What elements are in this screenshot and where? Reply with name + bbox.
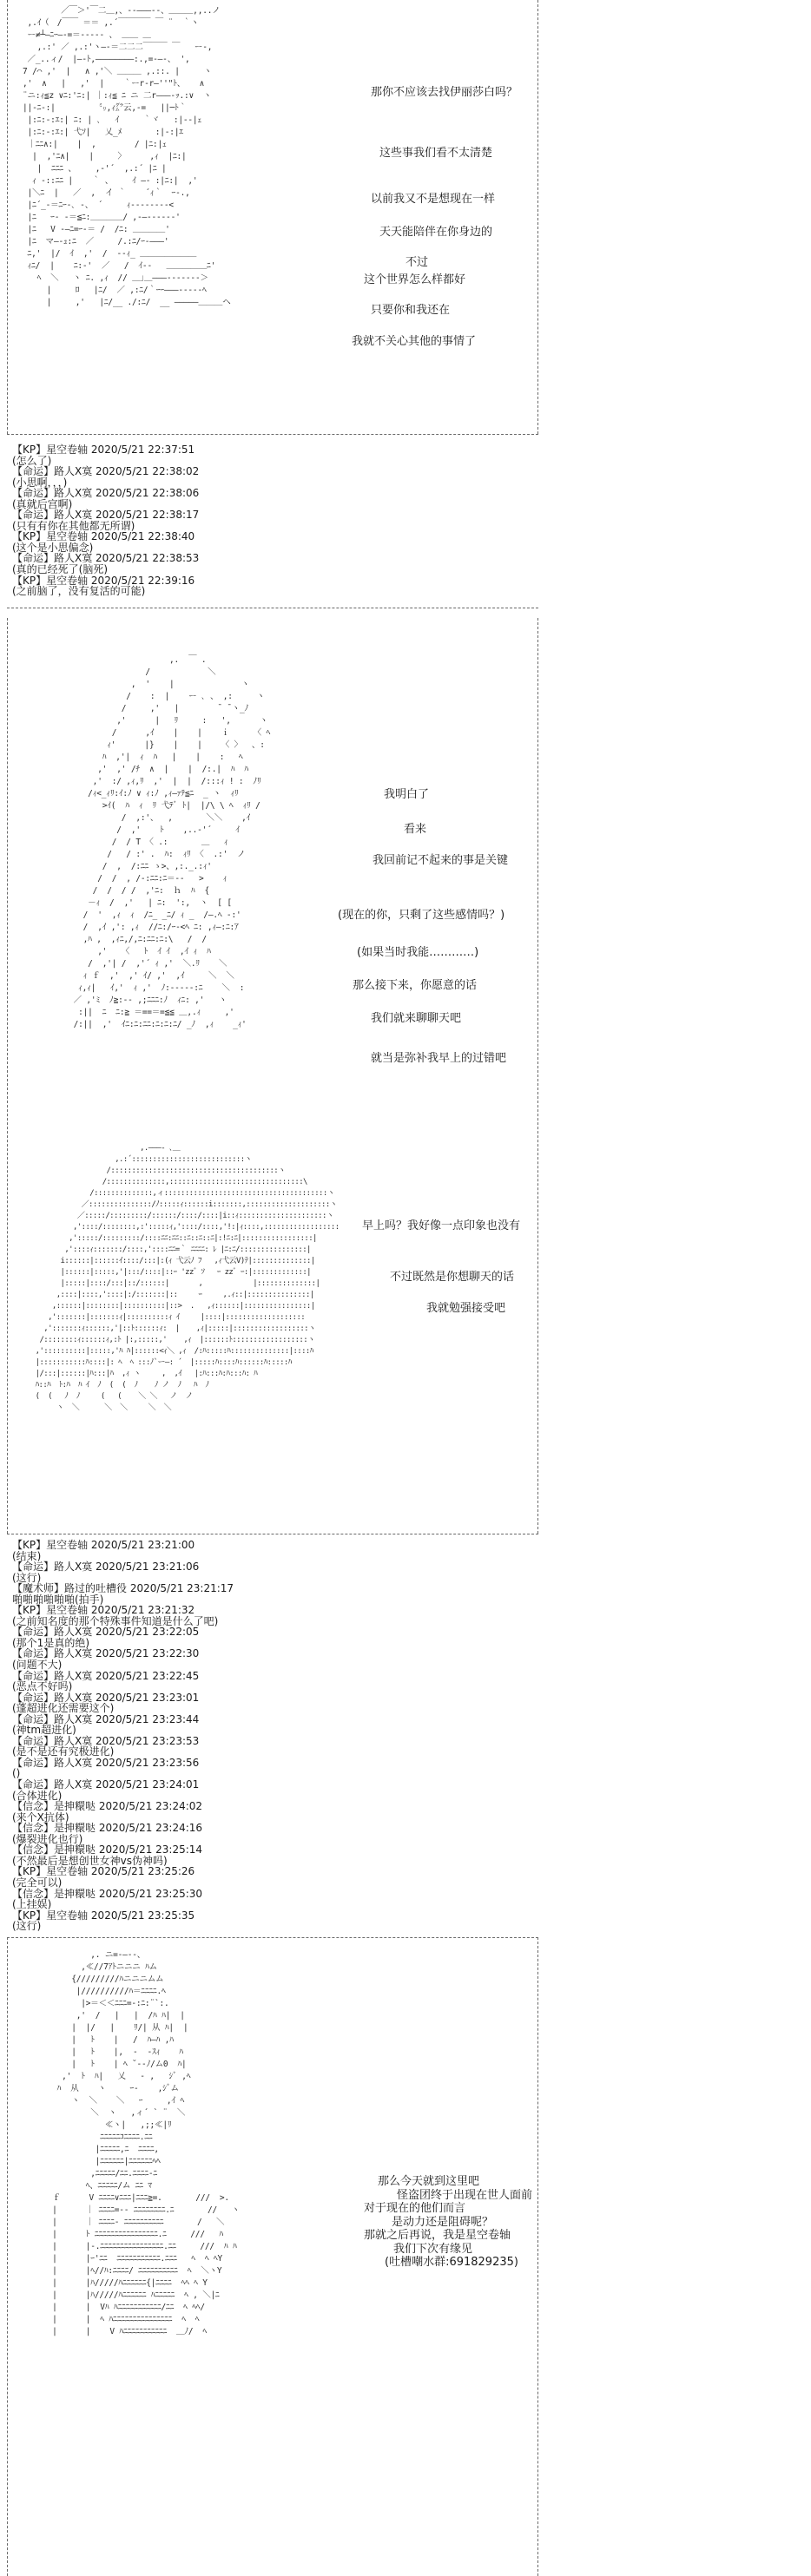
panel-3	[7, 1937, 538, 2576]
log-line: (来个X抗体)	[12, 1810, 69, 1824]
log-line: (怎么了)	[12, 454, 52, 467]
log-line: (小思啊，，，)	[12, 476, 68, 489]
log-line: 【命运】路人X寞 2020/5/21 23:24:01	[12, 1778, 200, 1791]
log-line: 【命运】路人X寞 2020/5/21 22:38:17	[12, 509, 200, 522]
speech-line: 就当是弥补我早上的过错吧	[371, 1052, 507, 1065]
speech-line: 不过	[406, 256, 429, 269]
closing-line: 是动力还是阻碍呢？	[392, 2215, 494, 2229]
log-line: 【信念】是抻糫哒 2020/5/21 23:24:16	[12, 1822, 203, 1835]
chat-log-1	[12, 444, 199, 597]
log-line: (这行)	[12, 1571, 42, 1584]
log-line: 【信念】是抻糫哒 2020/5/21 23:24:02	[12, 1800, 203, 1813]
speech-line: 我明白了	[384, 788, 430, 801]
speech-line: 这个世界怎么样都好	[364, 273, 466, 286]
log-line: 【魔术师】路过的吐槽役 2020/5/21 23:21:17	[12, 1582, 234, 1595]
speech-line: 那么接下来，你愿意的话	[353, 979, 478, 992]
log-line: (蓬超进化还需要这个)	[12, 1702, 115, 1715]
speech-line: 那你不应该去找伊丽莎白吗？	[371, 86, 518, 99]
speech-line: 我回前记不起来的事是关键	[373, 854, 509, 867]
log-line: 【命运】路人X寞 2020/5/21 22:38:06	[12, 487, 200, 500]
log-line: (之前知名度的那个特殊事件知道是什么了吧)	[12, 1614, 219, 1627]
speech-line: 我们就来聊聊天吧	[371, 1012, 462, 1025]
log-line: (这个是小思偏念)	[12, 541, 94, 554]
log-line: 【命运】路人X寞 2020/5/21 23:23:44	[12, 1712, 200, 1725]
log-line: 【命运】路人X寞 2020/5/21 23:22:45	[12, 1669, 200, 1682]
log-line: (完全可以)	[12, 1876, 63, 1889]
log-line: 【信念】是抻糫哒 2020/5/21 23:25:14	[12, 1843, 203, 1856]
closing-line: 我们下次有缘见	[393, 2242, 473, 2256]
log-line: (那个1是真的绝)	[12, 1636, 89, 1649]
speech-line: 以前我又不是想现在一样	[371, 193, 496, 206]
log-line: (是不是还有究极进化)	[12, 1745, 115, 1758]
log-line: 【KP】星空卷轴 2020/5/21 23:21:00	[12, 1539, 195, 1551]
log-line: ()	[12, 1767, 21, 1780]
log-line: 【KP】星空卷轴 2020/5/21 22:37:51	[12, 444, 195, 456]
speech-line: 只要你和我还在	[371, 304, 451, 317]
closing-line: 那么今天就到这里吧	[378, 2175, 480, 2188]
log-line: (这行)	[12, 1920, 42, 1933]
chat-log-2	[12, 1540, 234, 1932]
log-line: (爆裂进化也行)	[12, 1832, 83, 1845]
log-line: 【KP】星空卷轴 2020/5/21 22:38:40	[12, 530, 195, 543]
log-line: 【命运】路人X寞 2020/5/21 23:23:53	[12, 1734, 200, 1747]
log-line: 【命运】路人X寞 2020/5/21 22:38:53	[12, 552, 200, 565]
log-line: (上挂娱)	[12, 1898, 52, 1911]
log-line: 【命运】路人X寞 2020/5/21 23:22:05	[12, 1626, 200, 1639]
log-line: 【命运】路人X寞 2020/5/21 23:23:01	[12, 1691, 200, 1704]
log-line: 【命运】路人X寞 2020/5/21 22:38:02	[12, 465, 200, 478]
log-line: 【命运】路人X寞 2020/5/21 23:23:56	[12, 1756, 200, 1769]
closing-line: (吐槽嘲水群:691829235)	[385, 2256, 518, 2269]
divider	[7, 434, 538, 435]
log-line: 【信念】是抻糫哒 2020/5/21 23:25:30	[12, 1887, 203, 1900]
log-line: 【KP】星空卷轴 2020/5/21 22:39:16	[12, 574, 195, 587]
closing-line: 那就之后再说，我是星空卷轴	[364, 2229, 511, 2242]
ascii-art-character-2: ,. ￣ . / ＼ , ' | ヽ / : | ー ､ 、 ,: ヽ / ,' | ̄ ̄ ヽ_ﾉ ,' | ﾘ : ', ヽ / ,ｲ | | ｉ 〈 ﾍ ｨ' |} | | 〈 〉 、: ﾊ ,'| ｨ ﾊ | | : ﾍ ,' ,' /ﾁ ∧ | | /:.| ﾊ ﾊ ,' :/ ,ｨ,ﾘ ,' | | /:::ｨ ! : ﾉﾘ /ｨ<_ｨﾘ:ｲ:ﾉ ∨ ｨ:ﾉ ,ｨ―ｧﾃ≦ﾆ _ ヽ ｨﾘ >ｲ( ﾊ ｨ ﾘ 弋ﾃﾞ ﾄ| |/\ \ ﾍ ｨﾘ / / ,:'、 , ＼＼ ,ｲ / ,' ﾄ ,..‐'´ ｲ / / T 〈 .: ＿ ｨ / / :' . ﾊ: ｨﾘ 〈 .:' ノ / , /:ﾆﾆ ゝ>、,:._.:ｨ' / / , /-:ﾆﾆ:ﾆ＝-‐ > ｨ / / / / ,'ﾆ: ｈ ﾊ { －ｨ / ,' | ﾆ: ':, ヽ [ [ / ' ,ｨ ｨ /ﾆ_ _ﾆ/ ｨ _ /―.ﾍ -:' / ,ｲ ,': ,ｨ //ﾆ:/ｰ‐<ﾍ ﾆ: ,ｨ―:ﾆ:ｱ ,ﾊ , ,ｨﾆ,/,ﾆ:ﾆﾆ:ﾆ:\ / / ,' 〈 ﾄ ｲ ｲ ,ｲ ｨ ﾊ / ,'| / ,'´ ｨ ,' ＼.ﾘ ＼ ｨ ｆ ,' ,' ｲ/ ,' ,ｲ ＼ ＼ ｨ,ｨ| ｲ,' ｨ ,' ﾉ:‐‐‐‐‐:ﾆ ＼ : ／ ,'ﾐ ﾉ≧:‐- ,;ﾆﾆﾆ:ﾉ ｨﾆ: ,' ヽ :|| ﾆ ﾆ:≧ ＝==＝=≦≦ ＿,.ｨ ,' /:|| ,' ｲﾆ:ﾆ:ﾆﾆ:ﾆ:ﾆ:ﾆ/ _ﾉ ,ｨ _ｨ'	[73, 655, 270, 1029]
speech-line: (如果当时我能…………)	[357, 946, 479, 959]
speech-line: (现在的你，只剩了这些感情吗？)	[338, 909, 505, 922]
ascii-art-character-1: ／￣＞'￣二＿,、-‐―――‐-、＿＿＿,,..ノ ,.ｲ（ /￣￣ ＝＝ ,.´￣￣￣￣ ￣ ¨ ｀ヽ ー≠┴―ﾆｰ―‐=＝‐‐‐-- 、 ＿＿ ＿ ,.:' ／ ,.:'ヽ―‐＝二二二￣￣￣ ￣ ー-, ／_..ィ/ |―‐ﾄ,――――――――:.,=-―-、 ', 7 /⌒ ,' | ∧ ,'＼ ＿＿＿ ,.::. | ヽ ,' ∧ | ,' | ｀ーr‐r―''"ﾄ、 ∧ ¨ニ:ｨ≦z ∨ﾆ:'ﾆ:| ｜:ｨ≦ ﾆ ニ 二r―――-ｯ.:∨ ヽ ||-ﾆ-:| ㍉,ｨ㌘云,‐= ||─ﾄ｀ |:ﾆ:-:ｴ:| ﾆ: | ､ ｲ ｀ヾ :|--|ｪ |:ﾆ:-:ｴ:| 弋ｿ| 乂_ﾒ :|-:|ｴ ｜ﾆﾆ∧:| | , / |ﾆ:|ｪ | ,'ﾆ∧| | 〉 ,ｨ |ﾆ:| | ﾆﾆﾆ 、 ,‐'´ ,.:´ |ﾆ | ｨ ‐::ﾆﾆ | ｀ 、 ｲ ―‐ :|ﾆ:| ,' |＼ﾆ | ／ , イ ｀ ´ｨ｀ ｰ‐., |ﾆ´_-＝ﾆｰ-､ ‐、 ´ ｨ-‐‐‐‐‐‐‐< |ﾆ ｰ‐ -＝≦ﾆ:＿＿＿＿/ ,-―‐‐‐‐‐‐' |ﾆ V ‐―ﾆ=ｰ-＝ / /ﾆ: ＿＿＿＿' |ﾆ マ―‐ｭ:ﾆ ／ /.:ﾆ/ｰ‐―――' ﾆ,' |/ ｲ ,' / ‐-ｨ_ ＿＿＿＿＿＿＿ ｨﾆ/ | ﾆ:-' ／ / ｲ‐- ＿＿＿＿＿ﾆ' ﾍ ＼ ヽ ﾆ. ,ｨ // ＿｣＿―――‐‐‐‐‐‐‐＞ | ﾛ |ﾆ/ ／ ,:ﾆ/｀ｰｰ―――‐‐‐‐‐ﾍ | ,' |ﾆ/__ ./:ﾆ/ __ ―――――＿＿＿ヘ	[23, 6, 231, 307]
panel-1	[7, 0, 538, 434]
log-line: (神tm超进化)	[12, 1724, 76, 1737]
speech-line: 不过既然是你想聊天的话	[390, 1271, 515, 1284]
closing-lines	[364, 2175, 532, 2270]
log-line: 啪啪啪啪啪啪(拍手)	[12, 1593, 104, 1606]
log-line: (只有有你在其他都无所谓)	[12, 519, 135, 532]
ascii-art-character-3: ,.―――- ､＿ ,.:´:::::::::::::::::::::::::::ヽ /::::::::::::::::::::::::::::::::::::::::ヽ /::::::::::::::,::::::::::::::::::::::::::::::::\ /::::::::::::::,ィ:::::::::::::::::::::::::::::::::::::::ヽ ／:::::::::::::::/ﾉ:::::ｨ::::::i:::::::,::::::::::::::::::::ヽ ／:::::/:::::::::/::::::/::::/::::|i::ｨ:::::::::::::::::::::ヽ ,'::::/::::::::,:':::::ｨ,'::::/::::,'!:|ｨ::::,:::::::::::::::::: ,':::::/:::::::::/::::ﾆﾆ:ﾆﾆ::ﾆ::ﾆ::ﾆ|:!ﾆ:ﾆ|:::::::::::::::::| ,'::::ｨ:::::::/::::,'::::ﾆﾆ=｀ ﾆﾆﾆﾆ: ﾚ |ﾆ:ﾆ/::::::::::::::::| i::::::|::::::ｲ::::/:::|:(ｨ 弋云ﾉ ﾌ ,ｨ弋云V)ﾃ|::::::::::::::| |::::::|:::::,'|:::/::::|::ｰ 'zzﾞ ｿ ｰ zzﾞ ｰ:|:::::::::::::| |:::::|::::/:::|::/::::::| , |::::::::::::::| ,::::|::::,'::::|:/:::::::|:: ｰ ,.ｨ::|:::::::::::::::| ,::::::|::::::::|::::::::::|::> . ,ｨ::::::|::::::::::::::::| ,':::::::|:::::::ｨ|::::::::::ｨ ｲ |::::|::::::::::::::::::: ,':::::::ｨ::::::,'|::ﾄ::::::ｨ: | ,ｨ|:::::|::::::::::::::::::ヽ /::::::::ｨ::::::ｨ,:ﾄ |:,:::::,' ,ｨ |::::::ﾄ::::::::::::::::::ヽ ,'::::::::::|:::::,'ﾊ ﾊ|::::::<ｨ＼ ,ｨ /:ﾊ:::::ﾊ::::::::::::::|::::ﾊ |:::::::::::ﾊ::::|: ﾍ ﾍ :::ﾉ`ー―: ´ |:::::ﾊ::::ﾊ::::::ﾊ:::::ﾊ |/:::|::::::|ﾊ:::|ﾊ ,ｨ ヽ , ,ｲ |:ﾊ:::ﾊ:ﾊ:::ﾊ: ﾊ ﾊ::ﾊ ﾄ:ﾊ ﾊ ｲ ﾉ ( ( ﾉ ﾉ ノ ﾉ ﾊ ﾉ ( ( ﾉ ﾉ ( ( ＼ ＼ ノ ノ ヽ ＼ ＼ ＼ ＼ ＼	[35, 1144, 340, 1412]
log-line: 【命运】路人X寞 2020/5/21 23:22:30	[12, 1647, 200, 1660]
log-line: (结束)	[12, 1549, 42, 1562]
log-line: (合体进化)	[12, 1789, 63, 1802]
log-line: (问题不大)	[12, 1659, 63, 1672]
log-line: (恶点不好吗)	[12, 1680, 73, 1693]
log-line: (真就后宫啊)	[12, 497, 73, 510]
speech-line: 看来	[404, 823, 427, 836]
log-line: (不然最后是想创世女神vs伪神吗)	[12, 1854, 168, 1867]
closing-line: 对于现在的他们而言	[364, 2202, 466, 2215]
speech-line: 我就勉强接受吧	[426, 1302, 506, 1315]
speech-line: 天天能陪伴在你身边的	[379, 226, 493, 239]
speech-line: 我就不关心其他的事情了	[352, 335, 477, 348]
panel-2	[7, 618, 538, 1534]
log-line: 【KP】星空卷轴 2020/5/21 23:25:35	[12, 1909, 195, 1922]
speech-line: 这些事我们看不太清楚	[379, 147, 493, 160]
log-line: (真的已经死了(脑死)	[12, 563, 109, 576]
closing-line: 怪盗团终于出现在世人面前	[397, 2188, 533, 2202]
log-line: 【KP】星空卷轴 2020/5/21 23:21:32	[12, 1604, 195, 1617]
log-line: 【KP】星空卷轴 2020/5/21 23:25:26	[12, 1865, 195, 1878]
speech-line: 早上吗？我好像一点印象也没有	[362, 1219, 521, 1232]
ascii-art-character-4: ,. ニ=‐―‐-、 ,≪//7ｱﾄニニニ ﾊム {/////////ﾊニニニムム |//////////ﾊ＝ﾆﾆﾆﾆ.ﾍ |>＝＜＜ﾆﾆﾆ=‐:ﾆ:¨`:. ,' / | | /ﾊ ﾊ| | | |/ | ﾘ/| 从 ﾊ| | | ﾄ | / ﾊ―ﾊ ,ﾊ | ﾄ |, - ‐ｽｨ ﾊ | ﾄ | ﾍ ˘‐-ﾉ/ム0 ﾊ| ,' ﾄ ﾊ| 乂 ‐ , ｼﾞ ,ﾍ ﾊ 从 ヽ ｰ‐ ,ｼﾞム ヽ ＼ ＼ ｰ ,ｲ ﾍ ＼ ヽ ,ィ´ ` ¨ ＼ ≪ヽ| ,;;≪|ﾘ ﾆﾆﾆﾆﾆｺﾆﾆﾆﾆ.ﾆﾆ |ﾆﾆﾆﾆﾆ,ﾆ ﾆﾆﾆﾆ, |ﾆﾆﾆﾆﾆﾆ|ﾆﾆﾆﾆﾆﾆﾍﾍ ,ﾆﾆﾆﾆﾆ/ﾆﾆ.ﾆﾆﾆﾆ-ﾆ ﾍ、ﾆﾆﾆﾆﾆ/ム ﾆﾆ ﾏ ｆ V ﾆﾆﾆﾆ∨ﾆﾆﾆ|ﾆﾆﾆ≧=. /// >. | ｜ ﾆﾆﾆﾆ=‐- ﾆﾆﾆﾆﾆﾆﾆﾆ.ﾆ // ヽ | ｜ ﾆﾆﾆﾆ‐ ﾆﾆﾆﾆﾆﾆﾆﾆﾆﾆ / ＼ | ﾄ ﾆﾆﾆﾆﾆﾆﾆﾆﾆﾆﾆﾆﾆﾆﾆﾆ.ﾆ /// ﾊ | |-.ﾆﾆﾆﾆﾆﾆﾆﾆﾆﾆﾆﾆﾆﾆﾆﾆ.ﾆﾆ /// ﾊ ﾊ | |ｰ'ﾆﾆ ﾆﾆﾆﾆﾆﾆﾆﾆﾆﾆﾆ.ﾆﾆﾆ ﾍ ﾍ ﾍY | |ﾍ//ﾊ:ﾆﾆﾆﾆ/ ﾆﾆﾆﾆﾆﾆﾆﾆﾆﾆ ﾍ ＼ヽY | |ﾊ/////ﾊﾆﾆﾆﾆﾆﾆ{|ﾆﾆﾆﾆ ﾍﾍ ﾍ Y | |ﾊ/////ﾊﾆﾆﾆﾆﾆﾆ ﾊﾆﾆﾆﾆﾆ ﾍ , ＼|ﾆ | | Vﾊ ﾊﾆﾆﾆﾆﾆﾆﾆﾆﾆﾆﾆ/ﾆﾆ ﾍ ﾍﾍ/ | | ﾍ ﾊﾆﾆﾆﾆﾆﾆﾆﾆﾆﾆﾆﾆﾆﾆﾆ ﾍ ﾍ | | V ﾊﾆﾆﾆﾆﾆﾆﾆﾆﾆﾆﾆ ＿ﾉ/ ﾍ	[52, 1950, 240, 2336]
log-line: 【命运】路人X寞 2020/5/21 23:21:06	[12, 1561, 200, 1574]
log-line: (之前脑了，没有复活的可能)	[12, 585, 146, 598]
